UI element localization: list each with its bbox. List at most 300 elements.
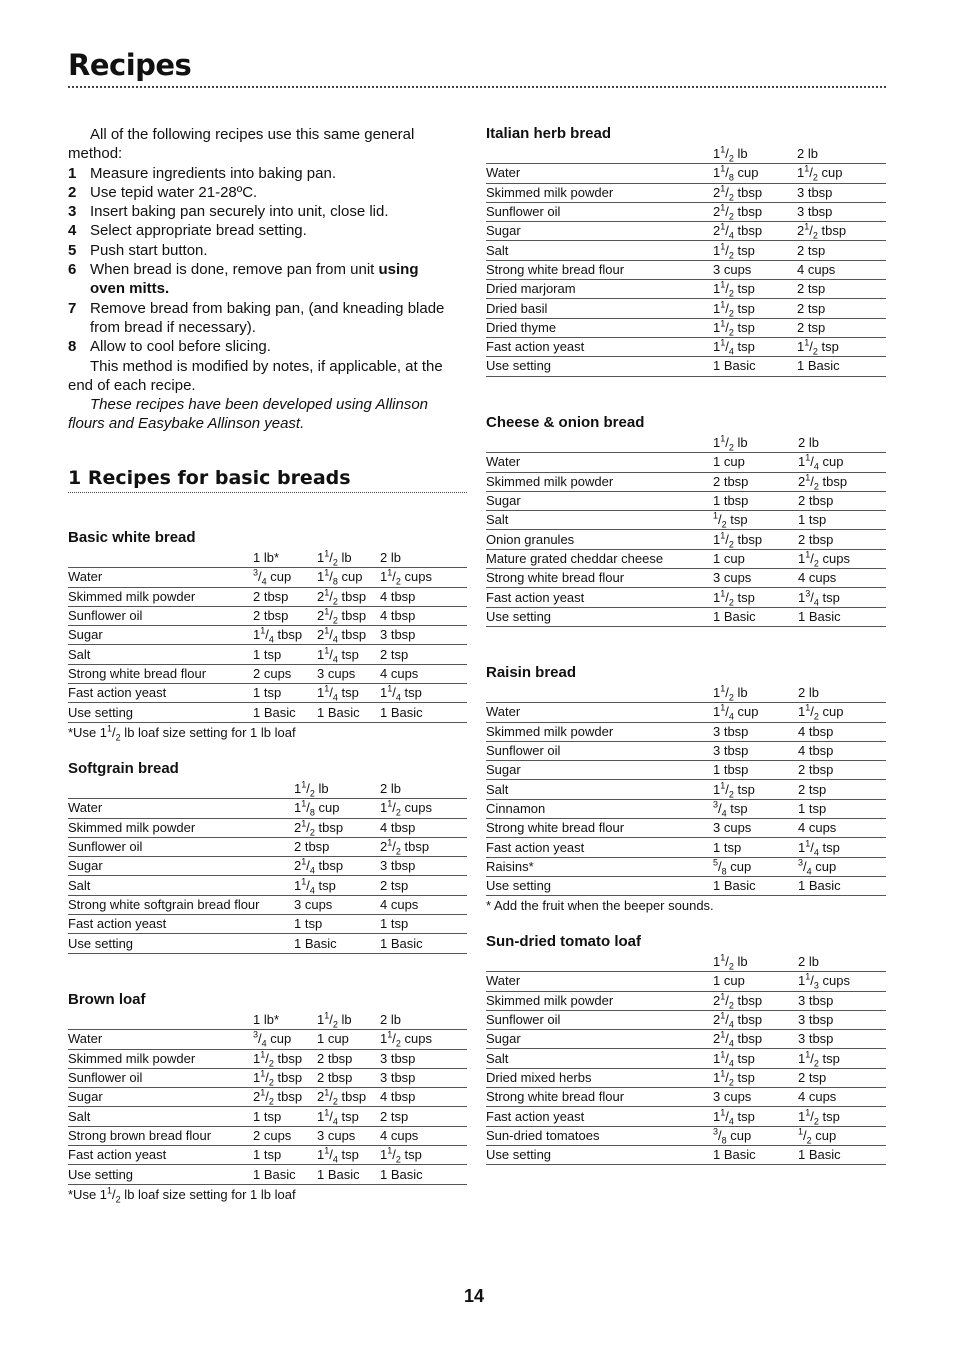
- step-number: 4: [68, 222, 77, 240]
- table-cell: 3 tbsp: [380, 1068, 467, 1087]
- table-row: [68, 703, 467, 722]
- recipe-sun-dried-tomato-loaf: [486, 933, 886, 1165]
- table-cell: Fast action yeast: [486, 1107, 713, 1126]
- table-cell: $1^1/_2$ tsp: [713, 241, 797, 260]
- step-number: 6: [68, 261, 77, 279]
- table-cell: $2^1/_2$ tbsp: [380, 837, 467, 856]
- header-row: [68, 780, 467, 799]
- table-cell: Strong brown bread flour: [68, 1126, 253, 1145]
- table-cell: 3 cups: [713, 260, 797, 279]
- table-cell: Water: [486, 703, 713, 722]
- table-row: [486, 838, 886, 857]
- table-cell: Fast action yeast: [68, 684, 253, 703]
- table-cell: Strong white softgrain bread flour: [68, 895, 294, 914]
- table-cell: Dried basil: [486, 299, 713, 318]
- table-cell: $1^1/_4$ tsp: [317, 684, 380, 703]
- table-cell: Water: [486, 972, 713, 991]
- step-text: Measure ingredients into baking pan.: [90, 164, 336, 182]
- table-cell: 3 cups: [713, 819, 798, 838]
- table-cell: 1 tsp: [253, 684, 317, 703]
- table-cell: Sunflower oil: [68, 1068, 253, 1087]
- column-header: $1^1/_2$ lb: [713, 953, 798, 972]
- column-header: 2 lb: [797, 145, 886, 164]
- table-cell: Skimmed milk powder: [68, 1049, 253, 1068]
- table-row: [486, 588, 886, 607]
- table-cell: 1 Basic: [713, 357, 797, 376]
- header-row: [486, 145, 886, 164]
- table-cell: Salt: [486, 241, 713, 260]
- table-cell: $1^1/_8$ cup: [294, 799, 380, 818]
- step-text: Use tepid water 21-28ºC.: [90, 183, 258, 201]
- table-row: [486, 164, 886, 183]
- table-cell: $1^1/_4$ tsp: [317, 1146, 380, 1165]
- table-row: [486, 511, 886, 530]
- table-cell: 2 tsp: [797, 318, 886, 337]
- table-cell: Fast action yeast: [68, 915, 294, 934]
- table-cell: 2 tsp: [380, 1107, 467, 1126]
- table-cell: Sugar: [68, 626, 253, 645]
- table-cell: Sun-dried tomatoes: [486, 1126, 713, 1145]
- table-cell: 1 cup: [713, 549, 798, 568]
- table-cell: Use setting: [486, 1145, 713, 1164]
- table-cell: 2 tbsp: [713, 472, 798, 491]
- table-cell: Sugar: [486, 761, 713, 780]
- title-divider: [68, 86, 886, 88]
- table-cell: $1^1/_2$ tsp: [713, 588, 798, 607]
- recipe-table: [486, 953, 886, 1165]
- table-cell: 1 Basic: [294, 934, 380, 953]
- recipe-title: Sun-dried tomato loaf: [486, 933, 641, 950]
- table-cell: 1 tsp: [798, 511, 886, 530]
- table-cell: 3 tbsp: [798, 1010, 886, 1029]
- table-cell: Dried thyme: [486, 318, 713, 337]
- table-row: [68, 568, 467, 587]
- table-row: [68, 799, 467, 818]
- table-cell: $1^1/_2$ tsp: [798, 1107, 886, 1126]
- method-step: [68, 299, 456, 338]
- recipe-basic-white-bread: [68, 529, 467, 743]
- table-cell: $1^1/_2$ tsp: [713, 1068, 798, 1087]
- table-cell: $1^1/_2$ cup: [798, 703, 886, 722]
- table-cell: 1 Basic: [713, 1145, 798, 1164]
- table-cell: Strong white bread flour: [486, 569, 713, 588]
- recipe-italian-herb-bread: [486, 125, 886, 377]
- table-cell: $1^1/_3$ cups: [798, 972, 886, 991]
- recipe-title: Softgrain bread: [68, 760, 179, 777]
- table-cell: 1 cup: [713, 972, 798, 991]
- intro-method: [68, 125, 456, 434]
- table-cell: Strong white bread flour: [68, 664, 253, 683]
- table-cell: 2 tbsp: [317, 1049, 380, 1068]
- table-cell: $2^1/_2$ tbsp: [253, 1088, 317, 1107]
- table-row: [486, 491, 886, 510]
- table-cell: 4 tbsp: [380, 1088, 467, 1107]
- column-header: 1 lb*: [253, 549, 317, 568]
- table-row: [68, 934, 467, 953]
- table-cell: Sunflower oil: [486, 1010, 713, 1029]
- table-row: [486, 260, 886, 279]
- table-cell: $2^1/_2$ tbsp: [317, 587, 380, 606]
- table-cell: 3 tbsp: [798, 1030, 886, 1049]
- table-cell: 2 tbsp: [317, 1068, 380, 1087]
- table-cell: 1 Basic: [798, 1145, 886, 1164]
- table-cell: $1^1/_4$ tsp: [713, 1107, 798, 1126]
- table-cell: Water: [68, 568, 253, 587]
- table-row: [68, 1165, 467, 1184]
- table-cell: $2^1/_2$ tbsp: [317, 606, 380, 625]
- recipe-table: [486, 434, 886, 627]
- step-number: 1: [68, 164, 77, 182]
- recipe-note: * Add the fruit when the beeper sounds.: [486, 898, 714, 914]
- table-cell: $1^1/_2$ cup: [797, 164, 886, 183]
- table-cell: 1 Basic: [380, 934, 467, 953]
- column-header: [68, 549, 253, 568]
- table-cell: 3 cups: [713, 1088, 798, 1107]
- table-cell: Salt: [486, 511, 713, 530]
- table-cell: Water: [486, 164, 713, 183]
- table-cell: 2 tsp: [797, 241, 886, 260]
- table-cell: Salt: [486, 780, 713, 799]
- table-cell: 4 tbsp: [380, 818, 467, 837]
- table-cell: Skimmed milk powder: [486, 991, 713, 1010]
- recipe-table: [486, 684, 886, 896]
- table-cell: $1^1/_4$ tsp: [380, 684, 467, 703]
- table-cell: 1 tsp: [294, 915, 380, 934]
- intro-lead: All of the following recipes use this same general method:: [68, 126, 415, 163]
- table-cell: 1 tsp: [380, 915, 467, 934]
- recipe-title: Basic white bread: [68, 529, 196, 546]
- table-row: [486, 453, 886, 472]
- table-cell: $2^1/_4$ tbsp: [713, 222, 797, 241]
- table-cell: Fast action yeast: [68, 1146, 253, 1165]
- table-row: [486, 1145, 886, 1164]
- table-cell: 2 tsp: [797, 299, 886, 318]
- column-header: $1^1/_2$ lb: [713, 434, 798, 453]
- table-cell: Salt: [68, 645, 253, 664]
- table-row: [486, 357, 886, 376]
- table-row: [68, 1146, 467, 1165]
- table-cell: $1^1/_8$ cup: [713, 164, 797, 183]
- table-cell: $2^1/_4$ tbsp: [294, 857, 380, 876]
- table-row: [486, 1030, 886, 1049]
- table-cell: $1^1/_2$ cups: [798, 549, 886, 568]
- step-number: 5: [68, 241, 77, 259]
- recipe-raisin-bread: [486, 664, 886, 913]
- table-row: [68, 1088, 467, 1107]
- table-cell: 4 cups: [380, 664, 467, 683]
- table-cell: 1 tbsp: [713, 491, 798, 510]
- table-cell: Salt: [68, 876, 294, 895]
- column-header: [486, 684, 713, 703]
- table-cell: 4 cups: [380, 895, 467, 914]
- table-cell: Fast action yeast: [486, 588, 713, 607]
- table-cell: 3 tbsp: [798, 991, 886, 1010]
- table-cell: $2^1/_2$ tbsp: [797, 222, 886, 241]
- table-cell: 2 tsp: [797, 280, 886, 299]
- recipe-table: [68, 780, 467, 954]
- table-cell: $1^1/_2$ tsp: [713, 299, 797, 318]
- table-cell: Use setting: [486, 876, 713, 895]
- table-cell: $^1/_2$ tsp: [713, 511, 798, 530]
- table-cell: 1 tsp: [253, 645, 317, 664]
- table-cell: Salt: [68, 1107, 253, 1126]
- table-cell: Water: [68, 799, 294, 818]
- table-row: [486, 741, 886, 760]
- table-cell: $2^1/_2$ tbsp: [317, 1088, 380, 1107]
- table-cell: $1^1/_4$ tsp: [798, 838, 886, 857]
- table-row: [486, 876, 886, 895]
- column-header: [486, 145, 713, 164]
- step-text: Insert baking pan securely into unit, close lid.: [90, 203, 389, 221]
- table-cell: $2^1/_2$ tbsp: [713, 991, 798, 1010]
- table-cell: $1^1/_2$ tsp: [713, 318, 797, 337]
- table-row: [486, 703, 886, 722]
- table-cell: Skimmed milk powder: [486, 183, 713, 202]
- table-cell: $1^1/_4$ tsp: [713, 337, 797, 356]
- recipe-softgrain-bread: [68, 760, 467, 954]
- table-cell: 3 cups: [294, 895, 380, 914]
- method-steps: [68, 164, 456, 357]
- table-row: [486, 472, 886, 491]
- table-cell: 4 tbsp: [798, 741, 886, 760]
- table-cell: Fast action yeast: [486, 337, 713, 356]
- header-row: [486, 953, 886, 972]
- table-row: [68, 1107, 467, 1126]
- table-cell: Strong white bread flour: [486, 260, 713, 279]
- table-row: [68, 664, 467, 683]
- table-cell: $1^1/_2$ tbsp: [253, 1068, 317, 1087]
- column-header: $1^1/_2$ lb: [713, 684, 798, 703]
- table-cell: 1 Basic: [317, 703, 380, 722]
- recipe-table: [486, 145, 886, 377]
- table-row: [68, 606, 467, 625]
- table-row: [486, 1107, 886, 1126]
- table-cell: 1 Basic: [253, 1165, 317, 1184]
- table-cell: 4 tbsp: [380, 587, 467, 606]
- column-header: 2 lb: [380, 549, 467, 568]
- table-cell: $^3/_4$ cup: [798, 857, 886, 876]
- table-cell: 2 tbsp: [253, 606, 317, 625]
- table-row: [486, 607, 886, 626]
- table-cell: 1 Basic: [798, 607, 886, 626]
- table-cell: Skimmed milk powder: [486, 722, 713, 741]
- table-cell: Sugar: [486, 491, 713, 510]
- table-cell: $1^1/_4$ cup: [713, 703, 798, 722]
- table-cell: 1 Basic: [317, 1165, 380, 1184]
- section-divider: [68, 492, 467, 493]
- table-row: [68, 895, 467, 914]
- column-header: 2 lb: [798, 684, 886, 703]
- table-cell: Skimmed milk powder: [68, 818, 294, 837]
- table-cell: $1^1/_2$ cups: [380, 568, 467, 587]
- table-cell: 1 Basic: [253, 703, 317, 722]
- table-row: [486, 1088, 886, 1107]
- table-cell: Sugar: [68, 857, 294, 876]
- table-row: [486, 280, 886, 299]
- table-cell: $1^1/_2$ tsp: [797, 337, 886, 356]
- table-cell: 1 tsp: [253, 1107, 317, 1126]
- recipe-title: Cheese & onion bread: [486, 414, 645, 431]
- column-header: $1^1/_2$ lb: [317, 1011, 380, 1030]
- table-cell: Use setting: [68, 703, 253, 722]
- table-row: [68, 876, 467, 895]
- table-row: [486, 1010, 886, 1029]
- table-cell: 3 cups: [317, 664, 380, 683]
- table-cell: 4 tbsp: [798, 722, 886, 741]
- table-cell: 1 Basic: [798, 876, 886, 895]
- table-cell: 1 Basic: [380, 1165, 467, 1184]
- table-row: [486, 1049, 886, 1068]
- table-row: [486, 799, 886, 818]
- header-row: [486, 434, 886, 453]
- method-step: [68, 164, 456, 183]
- header-row: [486, 684, 886, 703]
- table-cell: Dried mixed herbs: [486, 1068, 713, 1087]
- table-cell: $2^1/_2$ tbsp: [713, 183, 797, 202]
- table-cell: Sugar: [68, 1088, 253, 1107]
- table-cell: $2^1/_4$ tbsp: [317, 626, 380, 645]
- table-row: [68, 626, 467, 645]
- page-title: Recipes: [68, 48, 192, 82]
- table-row: [486, 1068, 886, 1087]
- table-cell: 1 cup: [713, 453, 798, 472]
- method-step: [68, 221, 456, 240]
- table-cell: 1 Basic: [380, 703, 467, 722]
- table-cell: 3 tbsp: [380, 626, 467, 645]
- table-cell: $1^1/_4$ cup: [798, 453, 886, 472]
- table-cell: 1 Basic: [713, 876, 798, 895]
- column-header: 2 lb: [380, 780, 467, 799]
- table-cell: Use setting: [68, 934, 294, 953]
- table-cell: $1^1/_4$ tsp: [294, 876, 380, 895]
- table-cell: 2 cups: [253, 664, 317, 683]
- table-row: [486, 549, 886, 568]
- table-cell: Strong white bread flour: [486, 1088, 713, 1107]
- table-row: [68, 818, 467, 837]
- table-cell: $1^1/_2$ tsp: [798, 1049, 886, 1068]
- table-row: [486, 857, 886, 876]
- table-row: [486, 318, 886, 337]
- table-cell: Fast action yeast: [486, 838, 713, 857]
- table-cell: Water: [68, 1030, 253, 1049]
- header-row: [68, 1011, 467, 1030]
- table-cell: 3 tbsp: [713, 741, 798, 760]
- table-cell: Mature grated cheddar cheese: [486, 549, 713, 568]
- header-row: [68, 549, 467, 568]
- table-cell: $1^1/_4$ tbsp: [253, 626, 317, 645]
- recipe-table: [68, 549, 467, 723]
- table-row: [486, 337, 886, 356]
- table-cell: 3 tbsp: [797, 183, 886, 202]
- column-header: $1^1/_2$ lb: [713, 145, 797, 164]
- table-cell: $1^1/_4$ tsp: [317, 645, 380, 664]
- table-cell: $2^1/_2$ tbsp: [713, 202, 797, 221]
- column-header: 1 lb*: [253, 1011, 317, 1030]
- table-cell: 1 tsp: [253, 1146, 317, 1165]
- table-row: [68, 1030, 467, 1049]
- table-cell: Use setting: [486, 357, 713, 376]
- table-cell: $1^3/_4$ tsp: [798, 588, 886, 607]
- table-cell: $1^1/_2$ tsp: [713, 780, 798, 799]
- table-cell: 4 cups: [798, 569, 886, 588]
- intro-italic-note: These recipes have been developed using Allinson flours and Easybake Allinson yeast.: [68, 396, 429, 433]
- table-cell: Skimmed milk powder: [68, 587, 253, 606]
- table-cell: Sugar: [486, 1030, 713, 1049]
- table-cell: $1^1/_2$ tsp: [713, 280, 797, 299]
- method-step: [68, 202, 456, 221]
- table-cell: Use setting: [486, 607, 713, 626]
- table-cell: $2^1/_4$ tbsp: [713, 1030, 798, 1049]
- table-cell: 2 cups: [253, 1126, 317, 1145]
- step-text: Allow to cool before slicing.: [90, 338, 271, 356]
- table-cell: Cinnamon: [486, 799, 713, 818]
- table-cell: Sugar: [486, 222, 713, 241]
- step-text: When bread is done, remove pan from unit using oven mitts.: [90, 261, 419, 298]
- table-cell: Sunflower oil: [68, 606, 253, 625]
- table-row: [68, 645, 467, 664]
- table-cell: 1 tsp: [713, 838, 798, 857]
- page-number: 14: [464, 1286, 485, 1306]
- table-cell: $^3/_4$ tsp: [713, 799, 798, 818]
- recipe-note: *Use $1^1/_2$ lb loaf size setting for 1 lb loaf: [68, 723, 296, 743]
- table-row: [486, 222, 886, 241]
- column-header: $1^1/_2$ lb: [317, 549, 380, 568]
- table-cell: 3 cups: [317, 1126, 380, 1145]
- step-number: 3: [68, 203, 77, 221]
- recipe-note: *Use $1^1/_2$ lb loaf size setting for 1 lb loaf: [68, 1185, 296, 1205]
- table-row: [486, 991, 886, 1010]
- method-step: [68, 183, 456, 202]
- table-row: [68, 1068, 467, 1087]
- table-row: [486, 530, 886, 549]
- method-step: [68, 337, 456, 356]
- table-cell: 3 tbsp: [797, 202, 886, 221]
- table-cell: 2 tbsp: [798, 491, 886, 510]
- section-heading: 1 Recipes for basic breads: [68, 467, 351, 489]
- table-cell: $^3/_4$ cup: [253, 1030, 317, 1049]
- recipe-title: Brown loaf: [68, 991, 146, 1008]
- table-cell: $2^1/_2$ tbsp: [294, 818, 380, 837]
- column-header: 2 lb: [798, 434, 886, 453]
- table-cell: 1 cup: [317, 1030, 380, 1049]
- recipe-cheese-onion-bread: [486, 414, 886, 627]
- table-cell: $1^1/_4$ tsp: [317, 1107, 380, 1126]
- recipe-title: Italian herb bread: [486, 125, 612, 142]
- table-cell: 2 tbsp: [798, 530, 886, 549]
- table-cell: Skimmed milk powder: [486, 472, 713, 491]
- table-cell: 2 tbsp: [294, 837, 380, 856]
- table-row: [486, 569, 886, 588]
- table-cell: 2 tbsp: [798, 761, 886, 780]
- table-cell: Use setting: [68, 1165, 253, 1184]
- column-header: [68, 780, 294, 799]
- table-cell: $1^1/_4$ tsp: [713, 1049, 798, 1068]
- step-number: 7: [68, 299, 77, 317]
- table-cell: $2^1/_4$ tbsp: [713, 1010, 798, 1029]
- table-cell: $^1/_2$ cup: [798, 1126, 886, 1145]
- table-cell: $1^1/_2$ tsp: [380, 1146, 467, 1165]
- table-cell: 2 tbsp: [253, 587, 317, 606]
- step-number: 8: [68, 338, 77, 356]
- table-cell: 3 tbsp: [713, 722, 798, 741]
- table-row: [486, 183, 886, 202]
- table-cell: Salt: [486, 1049, 713, 1068]
- table-cell: 3 cups: [713, 569, 798, 588]
- table-cell: Sunflower oil: [486, 741, 713, 760]
- table-cell: $^3/_4$ cup: [253, 568, 317, 587]
- table-row: [486, 1126, 886, 1145]
- column-header: [68, 1011, 253, 1030]
